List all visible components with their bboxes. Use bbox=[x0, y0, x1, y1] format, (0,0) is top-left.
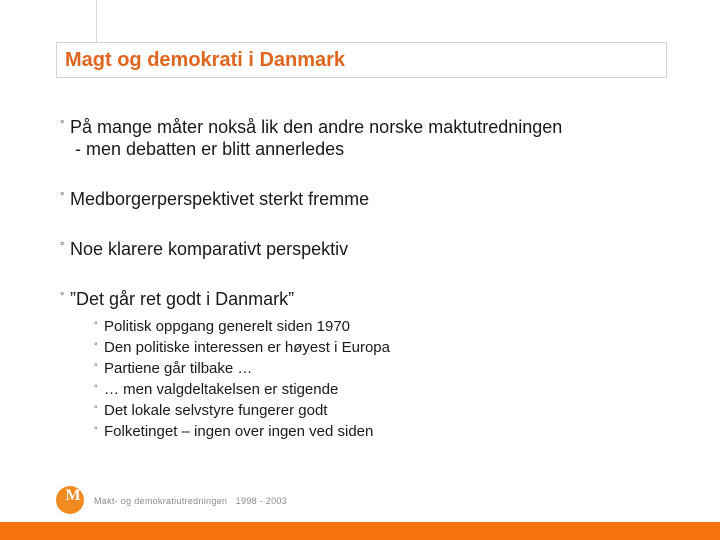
bullet-text: Medborgerperspektivet sterkt fremme bbox=[70, 189, 370, 209]
page-title: Magt og demokrati i Danmark bbox=[65, 49, 346, 71]
sub-bullet-marker: ° bbox=[94, 425, 98, 435]
sub-bullet-text: … men valgdeltakelsen er stigende bbox=[104, 381, 339, 398]
sub-bullet-item bbox=[94, 379, 680, 400]
bullet-item bbox=[60, 288, 680, 442]
sub-bullet-marker: ° bbox=[94, 362, 98, 372]
sub-bullet-list bbox=[94, 316, 680, 442]
bullet-marker: ° bbox=[60, 119, 65, 131]
sub-bullet-item bbox=[94, 421, 680, 442]
sub-bullet-item bbox=[94, 358, 680, 379]
sub-bullet-text: Folketinget – ingen over ingen ved siden bbox=[104, 423, 374, 440]
sub-bullet-marker: ° bbox=[94, 404, 98, 414]
bullet-text: Noe klarere komparativt perspektiv bbox=[70, 239, 349, 259]
footer-accent-bar bbox=[0, 522, 720, 540]
bullet-marker: ° bbox=[60, 241, 65, 253]
bullet-item bbox=[60, 238, 680, 260]
bullet-marker: ° bbox=[60, 191, 65, 203]
sub-bullet-marker: ° bbox=[94, 320, 98, 330]
sub-bullet-text: Politisk oppgang generelt siden 1970 bbox=[104, 318, 351, 335]
sub-bullet-text: Partiene går tilbake … bbox=[104, 360, 253, 377]
sub-bullet-marker: ° bbox=[94, 383, 98, 393]
makt-logo-icon bbox=[56, 486, 84, 514]
sub-bullet-item bbox=[94, 316, 680, 337]
bullet-list bbox=[60, 116, 680, 442]
bullet-item bbox=[60, 188, 680, 210]
sub-bullet-text: Det lokale selvstyre fungerer godt bbox=[104, 402, 328, 419]
bullet-item bbox=[60, 116, 680, 160]
sub-bullet-item bbox=[94, 337, 680, 358]
header-divider-line bbox=[96, 0, 97, 42]
sub-bullet-text: Den politiske interessen er høyest i Europa bbox=[104, 339, 390, 356]
bullet-text-continuation: - men debatten er blitt annerledes bbox=[70, 139, 345, 159]
sub-bullet-marker: ° bbox=[94, 341, 98, 351]
sub-bullet-item bbox=[94, 400, 680, 421]
bullet-marker: ° bbox=[60, 291, 65, 303]
bullet-text: På mange måter nokså lik den andre norske maktutredningen bbox=[70, 117, 563, 137]
logo-letter: M bbox=[65, 487, 81, 504]
title-box bbox=[56, 42, 667, 78]
footer-text: Makt- og demokratiutredningen 1998 - 2003 bbox=[94, 496, 288, 506]
bullet-text: ”Det går ret godt i Danmark” bbox=[70, 289, 295, 309]
